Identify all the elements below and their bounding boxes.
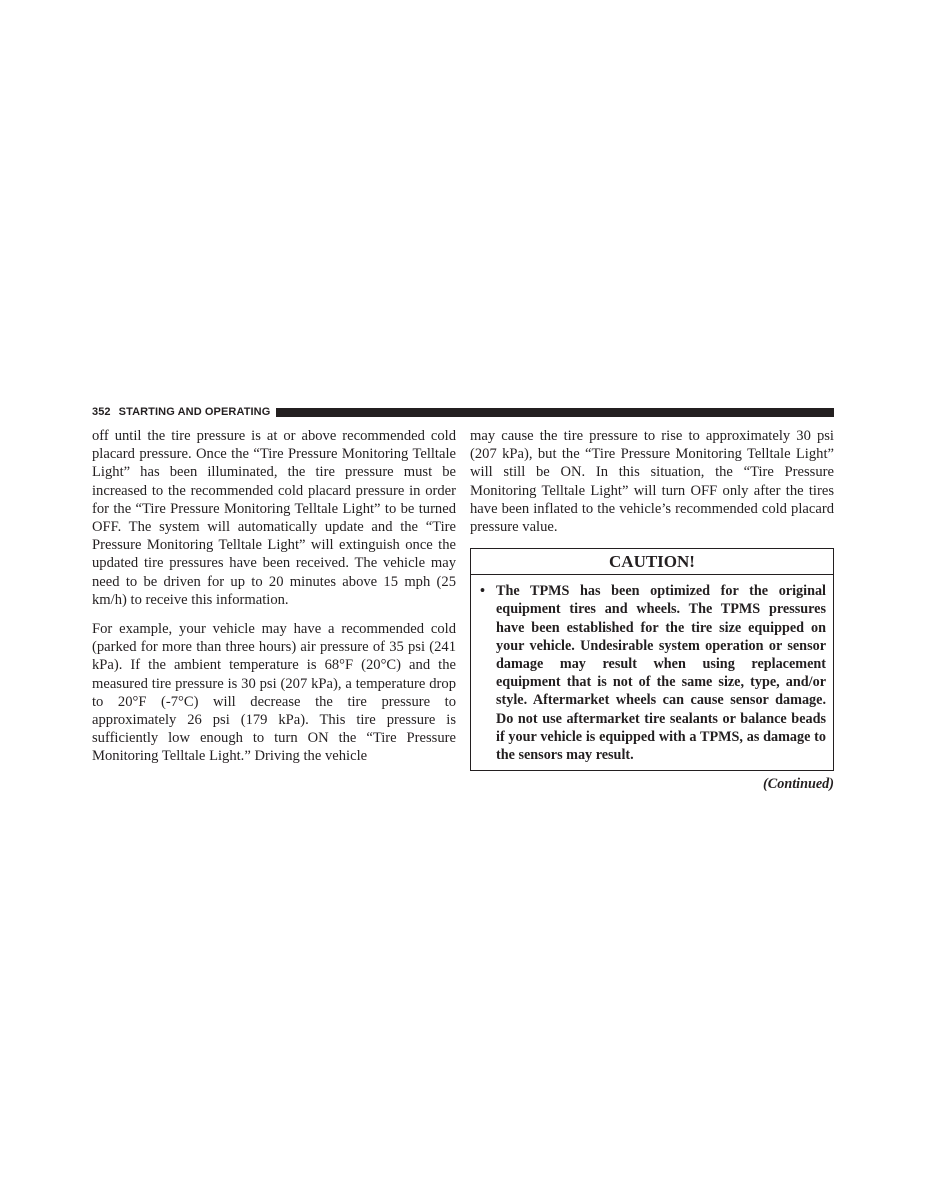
page-header	[92, 405, 834, 419]
caution-body	[471, 575, 833, 770]
caution-title: CAUTION!	[471, 549, 833, 575]
section-title: STARTING AND OPERATING	[118, 406, 271, 418]
continued-label: (Continued)	[763, 776, 834, 793]
caution-text: The TPMS has been optimized for the original equipment tires and wheels. The TPMS pressures have been established for the tire size equipped on your vehicle. Undesirable system operation or sensor damage may result when using replacement equipment that is not of the same size, type, and/or style. Aftermarket wheels can cause sensor damage. Do not use aftermarket tire sealants or balance beads if your vehicle is equipped with a TPMS, as damage to the sensors may result.	[496, 583, 826, 764]
left-column	[92, 427, 456, 766]
page-number: 352	[92, 406, 111, 418]
right-column	[470, 427, 834, 793]
paragraph-example: For example, your vehicle may have a recommended cold (parked for more than three hours) air pressure of 35 psi (241 kPa). If the ambient temperature is 68°F (20°C) and the measured tire pressure is 30 psi (207 kPa), a temperature drop to 20°F (-7°C) will decrease the tire pressure to approximately 26 psi (179 kPa). This tire pressure is sufficiently low enough to turn ON the “Tire Pressure Monitoring Telltale Light.” Driving the vehicle	[92, 621, 456, 765]
caution-box	[470, 548, 834, 771]
header-rule	[276, 408, 834, 417]
bullet-icon: •	[480, 583, 485, 600]
paragraph-continuation: may cause the tire pressure to rise to approximately 30 psi (207 kPa), but the “Tire Pressure Monitoring Telltale Light” will still be ON. In this situation, the “Tire Pressure Monitoring Telltale Light” will turn OFF only after the tires have been inflated to the vehicle’s recommended cold placard pressure value.	[470, 428, 834, 536]
paragraph-tpms-update: off until the tire pressure is at or above recommended cold placard pressure. Once the “Tire Pressure Monitoring Telltale Light” has been illuminated, the tire pressure must be increased to the recommended cold placard pressure in order for the “Tire Pressure Monitoring Telltale Light” to be turned OFF. The system will automatically update and the “Tire Pressure Monitoring Telltale Light” will extinguish once the updated tire pressures have been received. The vehicle may need to be driven for up to 20 minutes above 15 mph (25 km/h) to receive this information.	[92, 428, 456, 608]
